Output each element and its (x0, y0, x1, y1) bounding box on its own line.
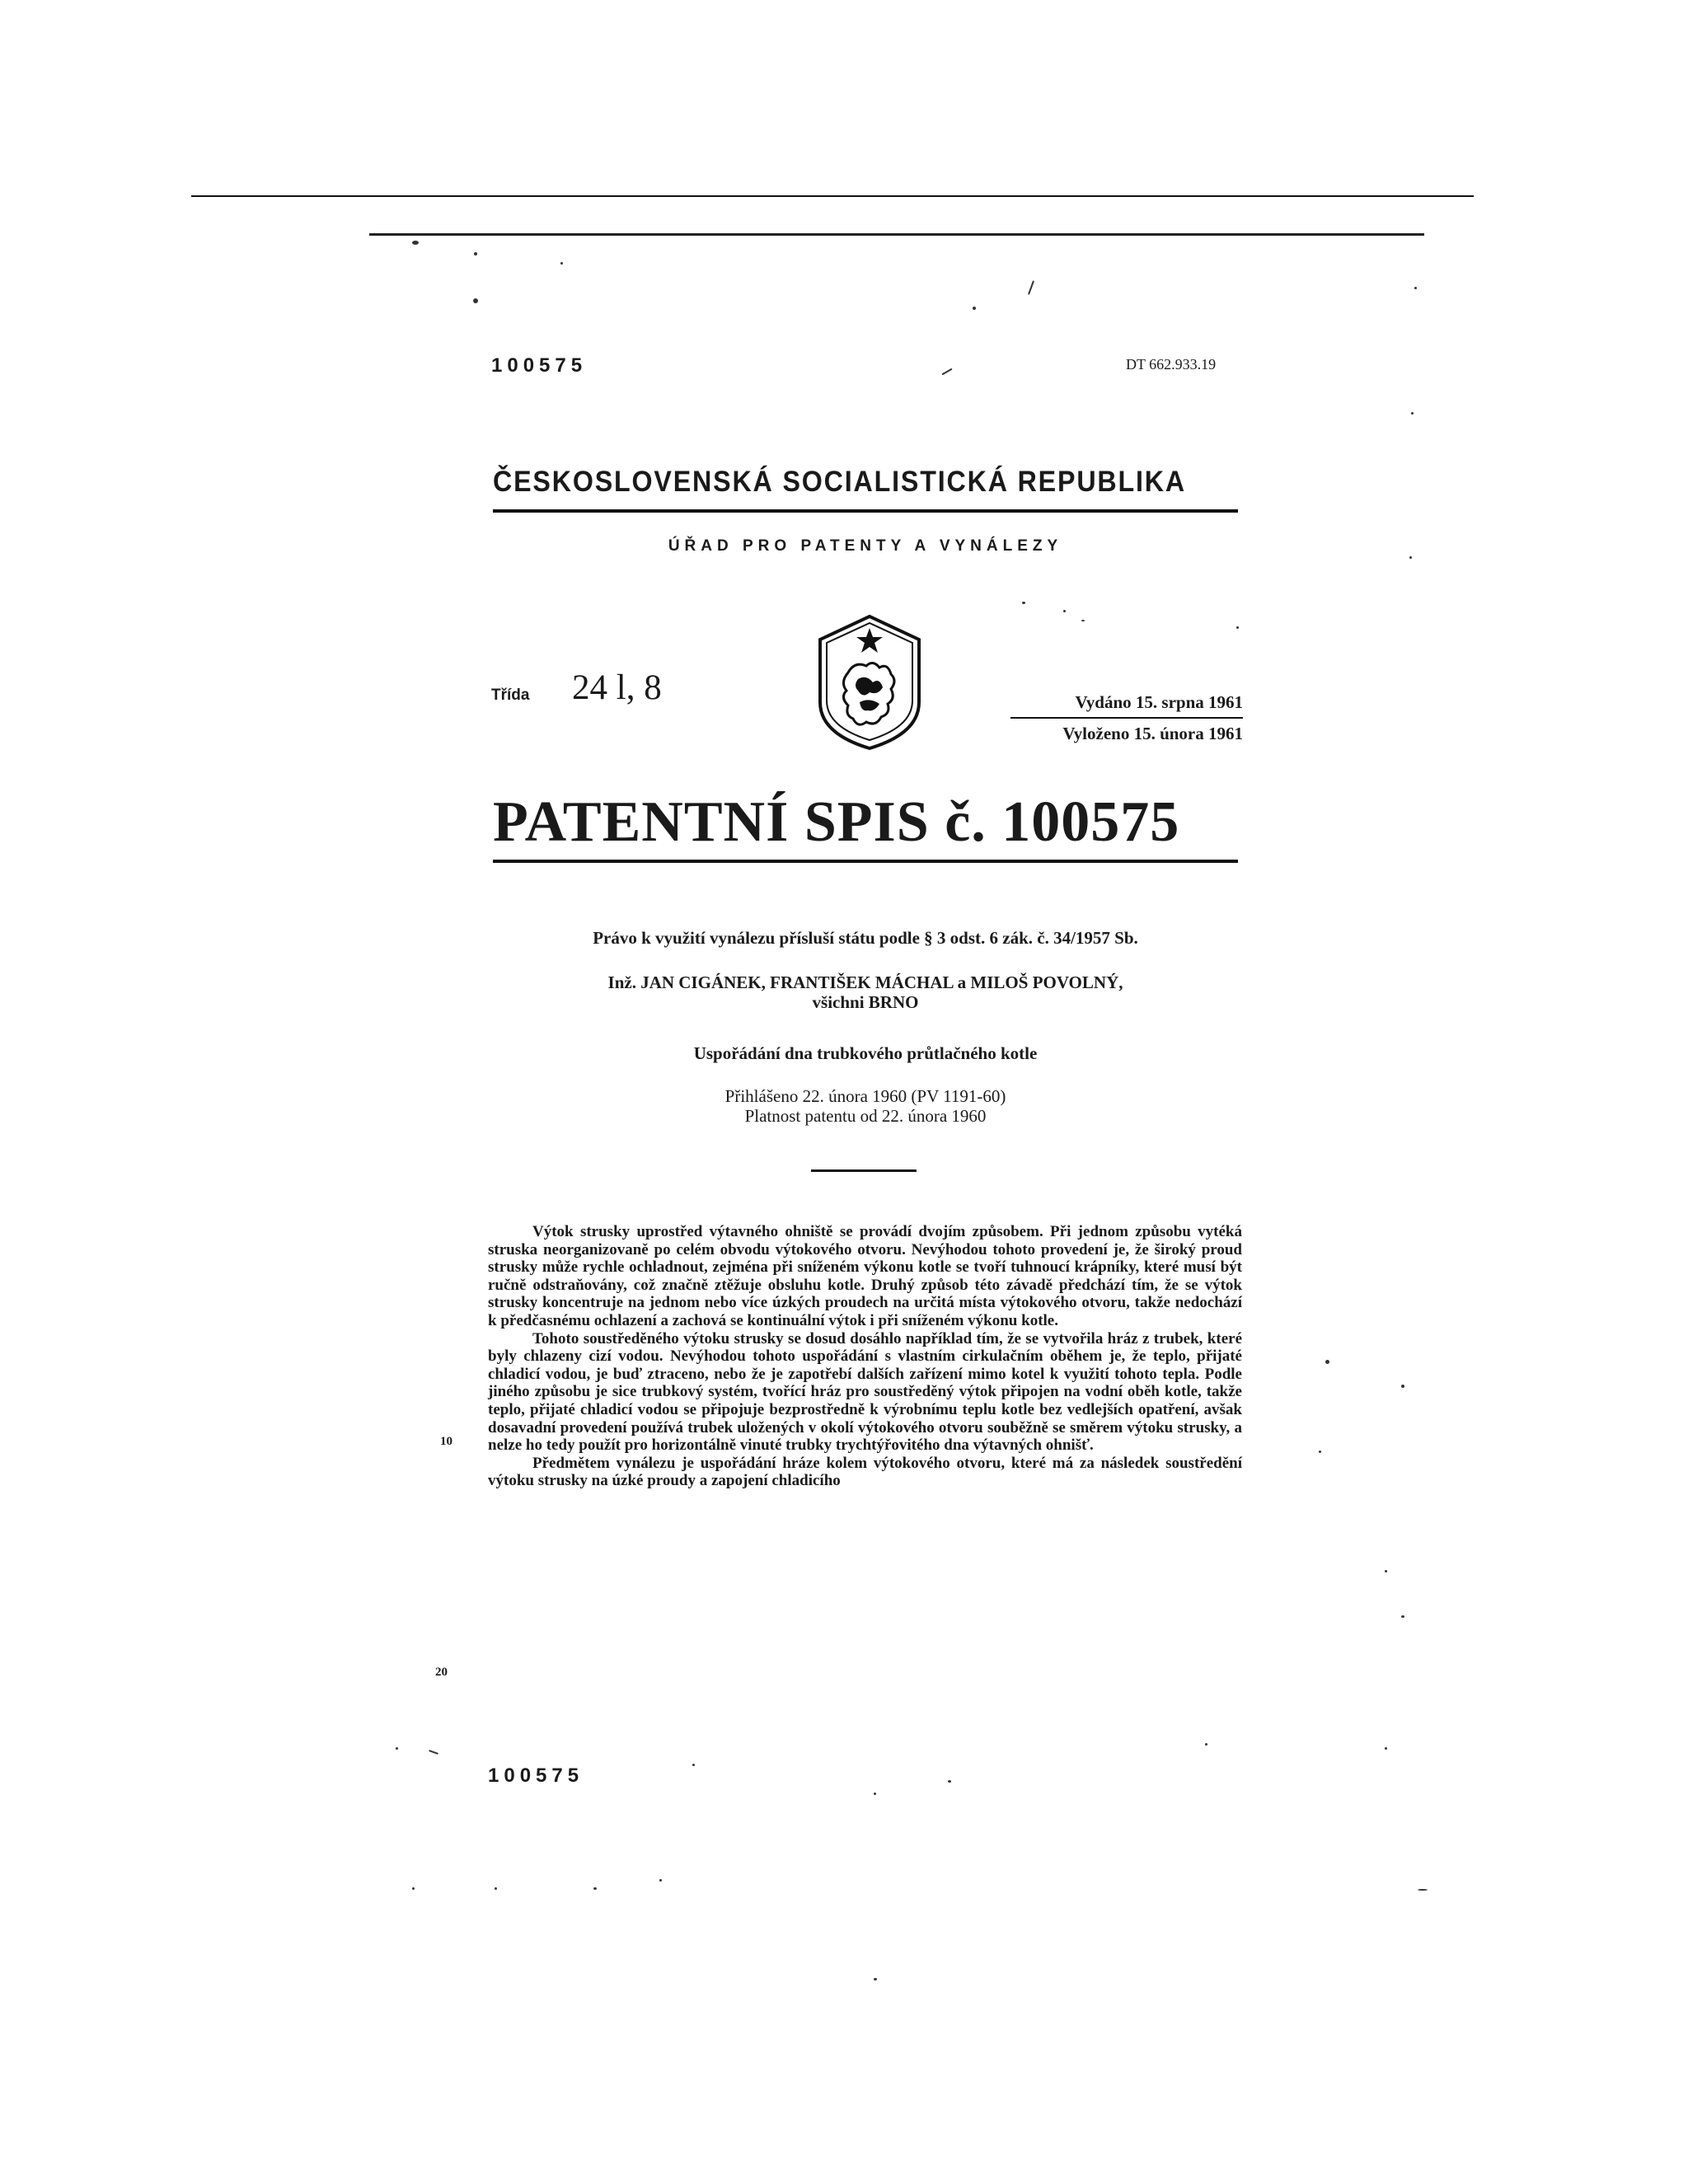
issued-date: Vydáno 15. srpna 1961 (1075, 692, 1243, 712)
class-label: Třída (491, 687, 530, 704)
laid-open-date: Vyloženo 15. února 1961 (1062, 724, 1243, 743)
authors-block (462, 972, 1269, 1012)
rights-statement: Právo k využití vynálezu přísluší státu podle § 3 odst. 6 zák. č. 34/1957 Sb. (593, 928, 1138, 948)
class-value: 24 l, 8 (572, 668, 662, 707)
invention-title: Uspořádání dna trubkového průtlačného kotle (693, 1043, 1038, 1063)
description-body (488, 1223, 1242, 1490)
section-divider (811, 1169, 917, 1172)
patent-office-name: ÚŘAD PRO PATENTY A VYNÁLEZY (668, 537, 1063, 555)
line-marker-10: 10 (440, 1435, 452, 1448)
description-paragraph-2: Tohoto soustředěného výtoku strusky se dosud dosáhlo například tím, že se vytvořila hráz z trubek, které byly chlazeny cizí vodou. Nevýhodou tohoto uspořádání s vlastním cirkulačním oběhem je, že teplo, přijaté chladicí vodou, je buď ztraceno, nebo že je zapotřebí dalších zařízení mimo kotel k využití tohoto tepla. Podle jiného způsobu je sice trubkový systém, tvořící hráz pro soustředěný výtok připojen na vodní oběh kotle, takže teplo, přijaté chladicí vodou se připojuje bezprostředně k výrobnímu teplu kotle bez vedlejších opatření, avšak dosavadní provedení používá trubek uložených v okolí výtokového otvoru souběžně se směrem výtoku strusky, a nelze ho tedy použít pro horizontálně vinuté trubky trychtýřovitého dna výtavných ohnišť. (488, 1329, 1242, 1455)
filing-info (462, 1086, 1269, 1126)
authors-names: Inž. JAN CIGÁNEK, FRANTIŠEK MÁCHAL a MILOŠ POVOLNÝ, (607, 972, 1123, 992)
authors-location: všichni BRNO (812, 992, 919, 1012)
republic-heading: ČESKOSLOVENSKÁ SOCIALISTICKÁ REPUBLIKA (493, 466, 1186, 498)
scan-edge-rule (369, 233, 1424, 236)
state-emblem-lion-icon (812, 610, 927, 752)
republic-underline (493, 509, 1238, 513)
document-number-top: 100575 (491, 354, 588, 377)
document-number-bottom: 100575 (488, 1765, 584, 1787)
description-paragraph-1: Výtok strusky uprostřed výtavného ohniště se provádí dvojím způsobem. Při jednom způsobu vytéká struska neorganizovaně po celém obvodu výtokového otvoru. Nevýhodou tohoto provedení je, že široký proud strusky může rychle ochladnout, zejména při sníženém výkonu kotle se tvoří tuhnoucí krápníky, které musí být ručně odstraňovány, což značně ztěžuje obsluhu kotle. Druhý způsob této závadě předchází tím, že se výtok strusky koncentruje na jednom nebo více úzkých proudech na určitá místa výtokového otvoru, takže nedochází k předčasnému ochlazení a zachová se kontinuální výtok i při sníženém výkonu kotle. (488, 1223, 1242, 1329)
dates-divider (1010, 717, 1243, 719)
dt-classification-code: DT 662.933.19 (1126, 356, 1217, 373)
description-paragraph-3: Předmětem vynálezu je uspořádání hráze kolem výtokového otvoru, které má za následek soustředění výtoku strusky na úzké proudy a zapojení chladicího (488, 1454, 1242, 1490)
valid-from-date: Platnost patentu od 22. února 1960 (744, 1106, 987, 1126)
title-underline (493, 860, 1238, 863)
line-marker-20: 20 (435, 1666, 448, 1679)
filed-date: Přihlášeno 22. února 1960 (PV 1191-60) (724, 1086, 1006, 1106)
page-top-rule (191, 195, 1474, 197)
patent-title: PATENTNÍ SPIS č. 100575 (493, 790, 1180, 854)
